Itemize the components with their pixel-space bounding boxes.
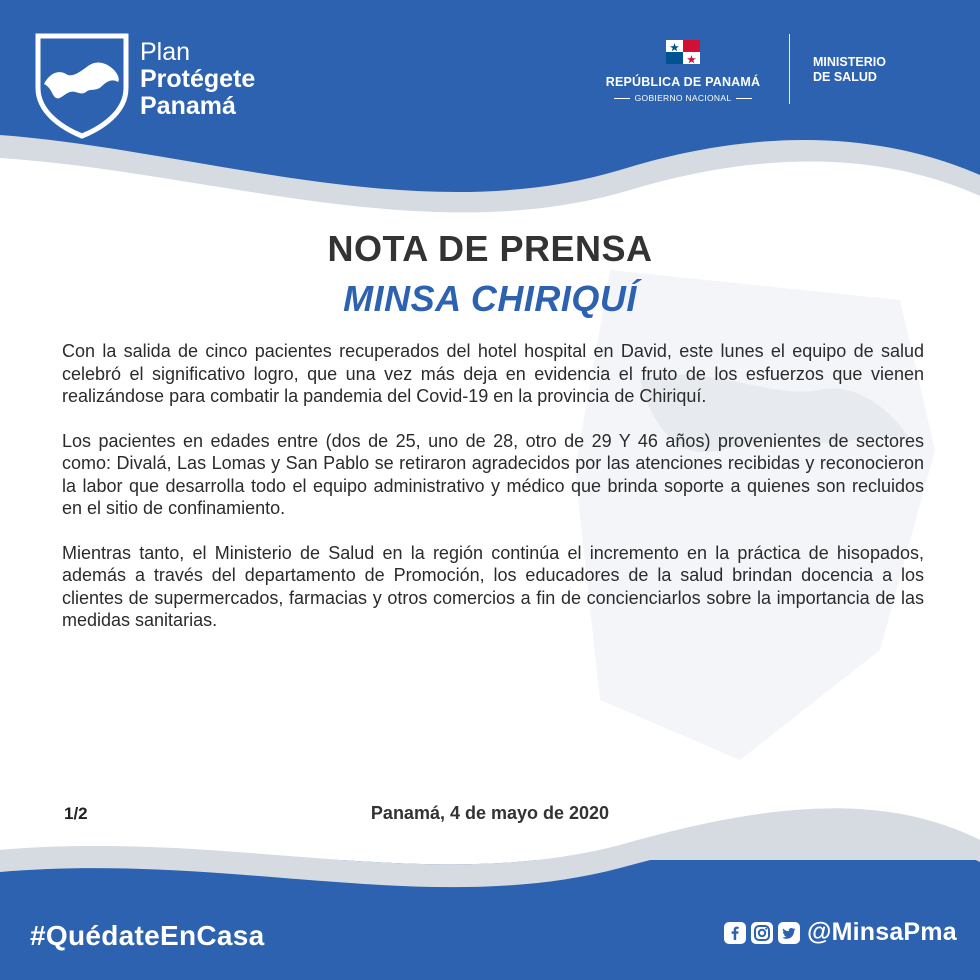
press-release-body <box>62 340 924 654</box>
paragraph-3: Mientras tanto, el Ministerio de Salud en la región continúa el incremento en la práctica de hisopados, además a través del departamento de Promoción, los educadores de la salud brindan docencia a los clientes de supermercados, farmacias y otros comercios a fin de concienciarlos sobre la importancia de las medidas sanitarias. <box>62 542 924 630</box>
page-subtitle: MINSA CHIRIQUÍ <box>343 278 637 319</box>
ministry-line-1: MINISTERIO <box>813 55 886 69</box>
facebook-icon <box>724 922 746 944</box>
government-subtitle: GOBIERNO NACIONAL <box>634 93 732 103</box>
divider-line <box>736 98 752 99</box>
divider-line <box>614 98 630 99</box>
shield-map-icon <box>30 26 134 140</box>
social-handle-block <box>724 918 957 947</box>
ministry-line-2: DE SALUD <box>813 70 877 84</box>
logo-line-plan: Plan <box>140 38 191 66</box>
logo-line-protegete: Protégete <box>140 65 256 93</box>
twitter-icon <box>778 922 800 944</box>
government-block <box>588 40 778 103</box>
government-subtitle-row <box>588 93 778 103</box>
page-title: NOTA DE PRENSA <box>327 228 653 269</box>
ministry-label <box>813 55 886 85</box>
social-handle: @MinsaPma <box>807 918 957 946</box>
plan-protegete-logo-text <box>140 40 255 119</box>
paragraph-2: Los pacientes en edades entre (dos de 25, uno de 28, otro de 29 Y 46 años) provenientes de sectores como: Divalá, Las Lomas y San Pablo se retiraron agradecidos por las atenciones recibidas y reconocieron la labor que desarrolla todo el equipo administrativo y médico que brinda soporte a quienes son recluidos en el sitio de confinamiento. <box>62 430 924 518</box>
hashtag-quedate-en-casa: #QuédateEnCasa <box>30 920 265 951</box>
panama-flag-icon <box>666 40 700 64</box>
paragraph-1: Con la salida de cinco pacientes recuperados del hotel hospital en David, este lunes el equipo de salud celebró el significativo logro, que una vez más deja en evidencia el fruto de los esfuerzos que vienen realizándose para combatir la pandemia del Covid-19 en la provincia de Chiriquí. <box>62 341 924 406</box>
header-divider <box>789 34 790 104</box>
republic-title: REPÚBLICA DE PANAMÁ <box>605 75 761 89</box>
logo-line-panama: Panamá <box>140 92 236 120</box>
page-number: 1/2 <box>64 804 88 823</box>
date-line: Panamá, 4 de mayo de 2020 <box>370 803 610 823</box>
instagram-icon <box>751 922 773 944</box>
